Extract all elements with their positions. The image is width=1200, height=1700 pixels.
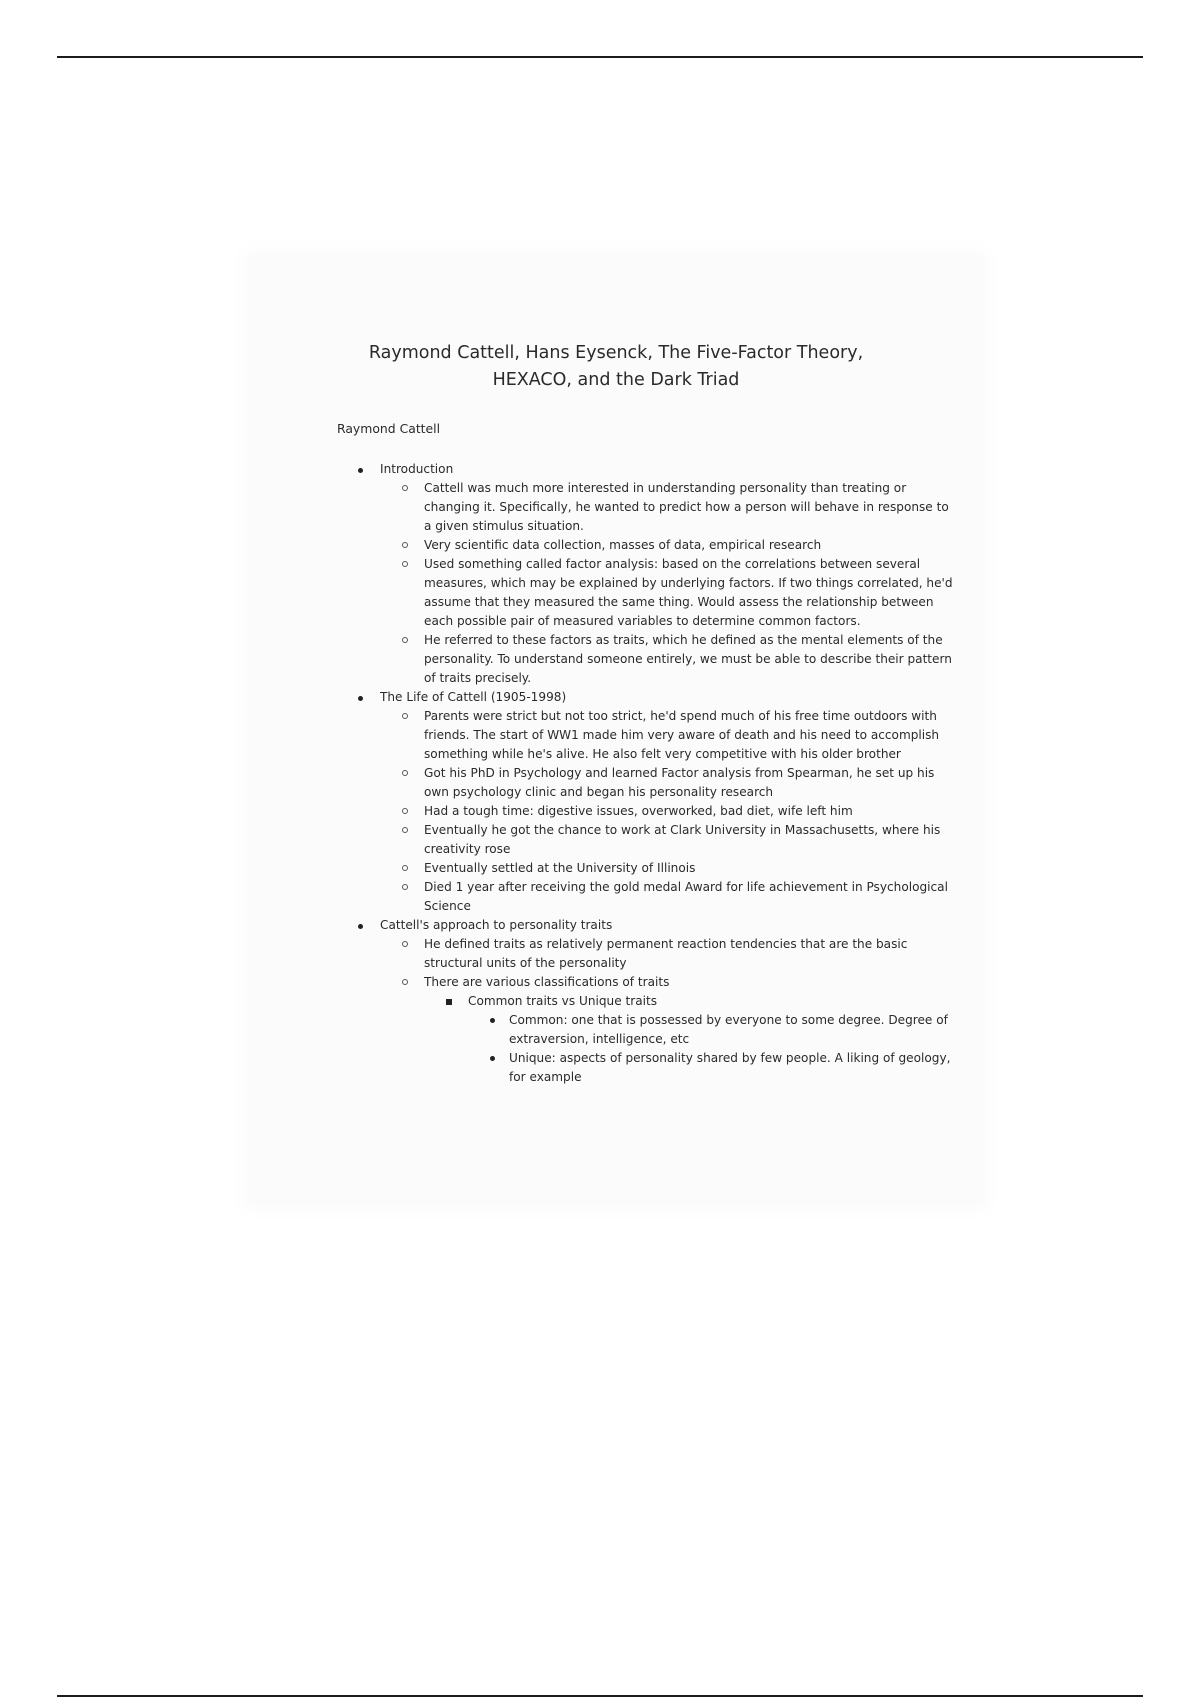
outline-item-text: The Life of Cattell (1905-1998) [380, 690, 567, 704]
document-title: Raymond Cattell, Hans Eysenck, The Five-Factor Theory, HEXACO, and the Dark Triad [368, 343, 864, 390]
hollow-bullet-icon [402, 884, 408, 890]
square-bullet-icon [446, 999, 452, 1005]
outline-subsubitem-text: Common traits vs Unique traits [468, 994, 658, 1008]
outline-subitem [336, 707, 956, 764]
outline-subitem-text: Eventually settled at the University of Illinois [424, 861, 696, 875]
hollow-bullet-icon [402, 827, 408, 833]
outline-subitem-text: He referred to these factors as traits, which he defined as the mental elements of the personality. To understand someone entirely, we must be able to describe their pattern of traits precisely. [424, 633, 952, 685]
filled-bullet-icon [490, 1018, 495, 1023]
footer-rule [57, 1695, 1143, 1697]
filled-bullet-icon [358, 468, 363, 473]
hollow-bullet-icon [402, 485, 408, 491]
outline-subitem-text: Got his PhD in Psychology and learned Factor analysis from Spearman, he set up his own psychology clinic and began his personality research [424, 766, 935, 799]
outline-detail-text: Unique: aspects of personality shared by few people. A liking of geology, for example [509, 1051, 951, 1084]
outline-detail-item [336, 1011, 956, 1049]
hollow-bullet-icon [402, 941, 408, 947]
outline-subitem [336, 935, 956, 973]
outline-subitem-text: He defined traits as relatively permanent reaction tendencies that are the basic structural units of the personality [424, 937, 908, 970]
outline-item [336, 916, 956, 1087]
outline-subitem-text: Had a tough time: digestive issues, overworked, bad diet, wife left him [424, 804, 853, 818]
hollow-bullet-icon [402, 770, 408, 776]
outline-item-text: Introduction [380, 462, 454, 476]
outline-subitem [336, 859, 956, 878]
hollow-bullet-icon [402, 561, 408, 567]
hollow-bullet-icon [402, 865, 408, 871]
outline-subitem [336, 479, 956, 536]
outline-subitem [336, 764, 956, 802]
outline-subitem-text: Died 1 year after receiving the gold medal Award for life achievement in Psychological Science [424, 880, 948, 913]
hollow-bullet-icon [402, 637, 408, 643]
filled-bullet-icon [358, 924, 363, 929]
hollow-bullet-icon [402, 713, 408, 719]
outline-subitem-text: Cattell was much more interested in understanding personality than treating or changing it. Specifically, he wanted to predict how a person will behave in response to a given stimulus situation. [424, 481, 949, 533]
section-heading: Raymond Cattell [337, 421, 441, 436]
outline-subitem-text: Very scientific data collection, masses of data, empirical research [424, 538, 822, 552]
outline-subitem [336, 802, 956, 821]
outline-subitem-text: Eventually he got the chance to work at Clark University in Massachusetts, where his creativity rose [424, 823, 941, 856]
outline-detail-text: Common: one that is possessed by everyone to some degree. Degree of extraversion, intelligence, etc [509, 1013, 948, 1046]
outline-subitem-text: Parents were strict but not too strict, he'd spend much of his free time outdoors with friends. The start of WW1 made him very aware of death and his need to accomplish something while he's alive. He also felt very competitive with his older brother [424, 709, 940, 761]
hollow-bullet-icon [402, 542, 408, 548]
outline-item [336, 460, 956, 688]
outline-item-text: Cattell's approach to personality traits [380, 918, 613, 932]
filled-bullet-icon [490, 1056, 495, 1061]
filled-bullet-icon [358, 696, 363, 701]
outline-subitem [336, 821, 956, 859]
outline-subitem [336, 878, 956, 916]
outline-subitem-text: There are various classifications of traits [424, 975, 670, 989]
outline-item [336, 688, 956, 916]
hollow-bullet-icon [402, 808, 408, 814]
outline-subitem [336, 555, 956, 631]
outline-subitem [336, 973, 956, 1087]
outline-subitem [336, 536, 956, 555]
outline-subsubitem [336, 992, 956, 1087]
header-rule [57, 56, 1143, 58]
notes-outline [336, 460, 956, 1087]
outline-subitem [336, 631, 956, 688]
outline-subitem-text: Used something called factor analysis: based on the correlations between several measures, which may be explained by underlying factors. If two things correlated, he'd assume that they measured the same thing. Would assess the relationship between each possible pair of measured variables to determine common factors. [424, 557, 953, 628]
hollow-bullet-icon [402, 979, 408, 985]
outline-detail-item [336, 1049, 956, 1087]
